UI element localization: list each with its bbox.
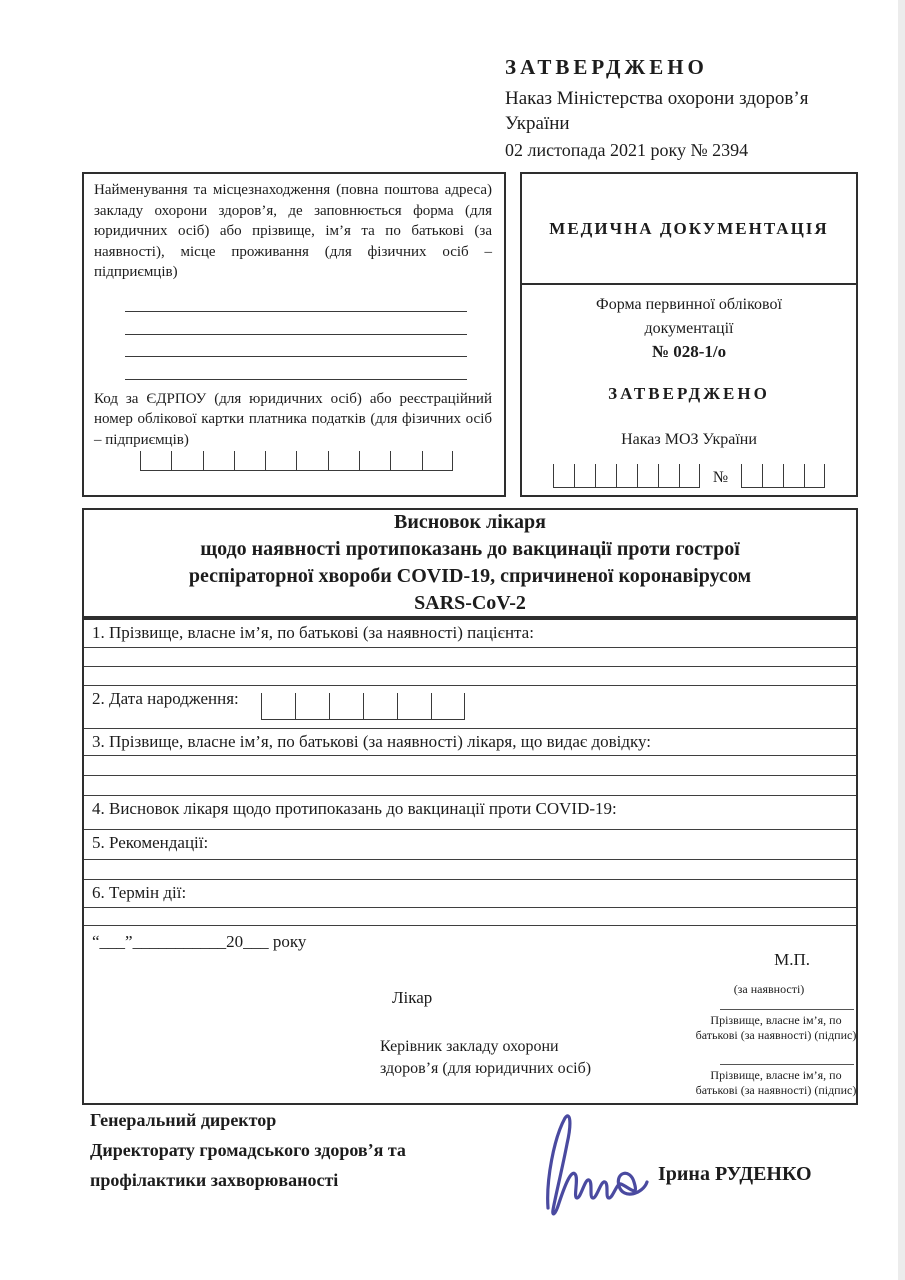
comb-cell (359, 451, 390, 470)
comb-cell (261, 693, 295, 719)
comb-cell (329, 693, 363, 719)
comb-cell (616, 464, 637, 487)
facility-head-role-label: Керівник закладу охорони здоров’я (для юридичних осіб) (380, 1038, 592, 1077)
comb-cell (595, 464, 616, 487)
comb-cell (431, 693, 465, 719)
title-line2: щодо наявності протипоказань до вакцинації проти гострої (200, 538, 740, 560)
approval-order-date: 02 листопада 2021 року № 2394 (505, 140, 749, 160)
comb-cell (658, 464, 679, 487)
approved-stamp: ЗАТВЕРДЖЕНО (608, 384, 770, 403)
edrpou-grid (140, 451, 453, 471)
form-type-line1: Форма первинної облікової (596, 296, 782, 313)
head-signature-caption: Прізвище, власне ім’я, по батькові (за наявності) (підпис) (695, 1068, 857, 1097)
order-date-grid (553, 464, 700, 488)
comb-cell (679, 464, 700, 487)
comb-cell (328, 451, 359, 470)
stamp-note: (за наявності) (733, 982, 805, 996)
comb-cell (234, 451, 265, 470)
signer-name: Ірина РУДЕНКО (658, 1163, 812, 1185)
document-title-box (82, 508, 858, 618)
comb-cell (637, 464, 658, 487)
comb-cell (140, 451, 171, 470)
field-patient-name-label: 1. Прізвище, власне ім’я, по батькові (за наявності) пацієнта: (92, 623, 534, 642)
comb-cell (203, 451, 234, 470)
blank-row (84, 647, 856, 666)
comb-cell (741, 464, 762, 487)
blank-write-line (125, 335, 467, 358)
blank-row (84, 666, 856, 685)
blank-row (84, 859, 856, 879)
comb-cell (171, 451, 202, 470)
title-line1: Висновок лікаря (394, 511, 546, 533)
comb-cell (265, 451, 296, 470)
director-line2: Директорату громадського здоров’я та (90, 1140, 406, 1160)
approval-order-line2: України (505, 113, 570, 134)
title-line3: респіраторної хвороби COVID-19, спричиненої коронавірусом (188, 565, 752, 587)
blank-row (84, 775, 856, 795)
field-birthdate-label: 2. Дата народження: (92, 689, 239, 708)
medical-documentation-header (522, 174, 856, 285)
general-director-block (90, 1105, 406, 1195)
order-number-grid (741, 464, 825, 488)
order-date-number-row (522, 464, 856, 488)
comb-cell (574, 464, 595, 487)
blank-write-line (125, 357, 467, 380)
blank-row (84, 907, 856, 925)
field-recommendations-label: 5. Рекомендації: (84, 829, 856, 859)
comb-cell (397, 693, 431, 719)
blank-write-line (125, 312, 467, 335)
form-info-section (522, 294, 856, 488)
approval-order-line1: Наказ Міністерства охорони здоров’я (505, 88, 809, 109)
head-signature-line (720, 1064, 854, 1065)
comb-cell (363, 693, 397, 719)
comb-cell (783, 464, 804, 487)
doctor-signature-caption: Прізвище, власне ім’я, по батькові (за наявності) (підпис) (695, 1013, 857, 1042)
field-conclusion-label: 4. Висновок лікаря щодо протипоказань до вакцинації проти COVID-19: (84, 795, 856, 829)
doctor-signature-line (720, 1009, 854, 1010)
field-birthdate-row (84, 685, 856, 728)
approval-header (505, 55, 885, 163)
medical-documentation-title: МЕДИЧНА ДОКУМЕНТАЦІЯ (549, 218, 829, 238)
form-number: № 028-1/о (651, 342, 727, 361)
comb-cell (804, 464, 825, 487)
handwritten-signature (518, 1110, 658, 1225)
director-line1: Генеральний директор (90, 1110, 277, 1130)
date-fill-line: “___”___________20___ року (92, 932, 307, 951)
title-line4: SARS-CoV-2 (414, 592, 526, 614)
medical-documentation-box (520, 172, 858, 497)
field-doctor-name-label: 3. Прізвище, власне ім’я, по батькові (за наявності) лікаря, що видає довідку: (84, 728, 856, 755)
signature-section (84, 925, 856, 1105)
blank-write-line (125, 290, 467, 313)
number-sign: № (712, 469, 729, 486)
form-fields-table (82, 618, 858, 1105)
edrpou-label: Код за ЄДРПОУ (для юридичних осіб) або реєстраційний номер облікової картки платника податків (для фізичних осіб – підприємців) (94, 390, 492, 448)
comb-cell (553, 464, 574, 487)
facility-info-box (82, 172, 506, 497)
comb-cell (762, 464, 783, 487)
form-type-line2: документації (644, 320, 734, 337)
comb-cell (422, 451, 453, 470)
doctor-role-label: Лікар (392, 988, 433, 1007)
stamp-placeholder: М.П. (774, 950, 810, 969)
comb-cell (295, 693, 329, 719)
director-line3: профілактики захворюваності (90, 1170, 339, 1190)
comb-cell (296, 451, 327, 470)
birthdate-grid (261, 693, 465, 720)
moz-order-label: Наказ МОЗ України (621, 431, 757, 448)
approval-stamp-title: ЗАТВЕРДЖЕНО (505, 55, 708, 79)
blank-row (84, 755, 856, 775)
field-validity-label: 6. Термін дії: (84, 879, 856, 907)
scan-edge-artifact (898, 0, 905, 1280)
comb-cell (390, 451, 421, 470)
facility-name-label: Найменування та місцезнаходження (повна поштова адреса) закладу охорони здоров’я, де заповнюється форма (для юридичних осіб) або прізвище, ім’я та по батькові (за наявності), місце проживання (для фізичних осіб – підприємців) (94, 182, 492, 280)
